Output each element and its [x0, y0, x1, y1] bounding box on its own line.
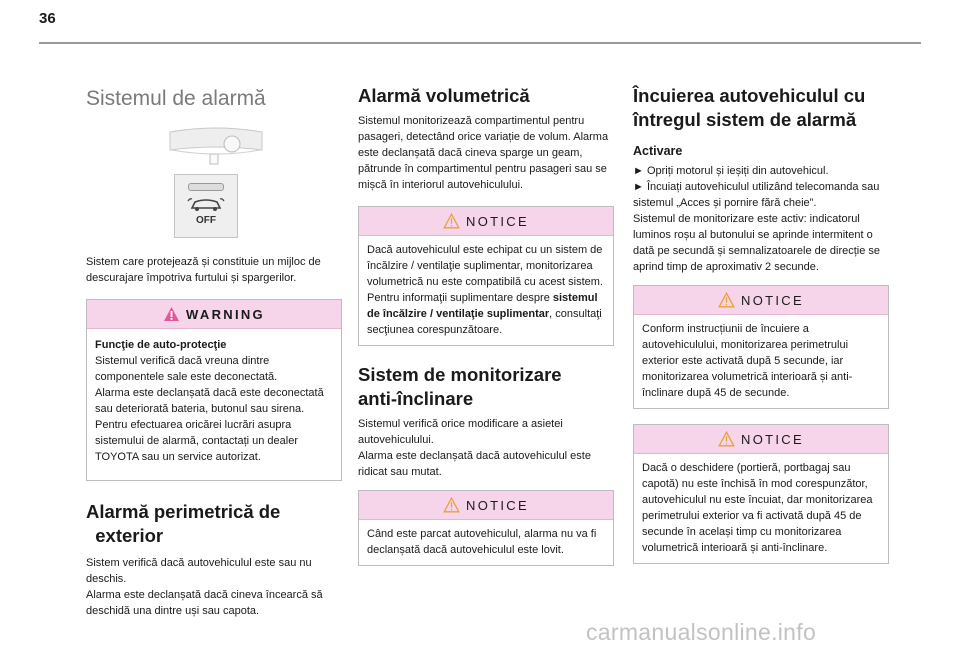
alarm-off-button-illustration — [174, 174, 238, 238]
notice-label: NOTICE — [741, 431, 804, 447]
notice-header — [634, 286, 888, 315]
off-label: OFF — [196, 215, 216, 226]
tilt-title: Sistem de monitorizare anti-înclinare — [358, 364, 562, 409]
warning-heading: Funcţie de auto-protecţie — [95, 339, 227, 351]
notice-triangle-icon — [718, 292, 735, 308]
locking-title: Încuierea autovehiculul cu întregul sistem de alarmă — [633, 85, 866, 130]
warning-label: WARNING — [186, 306, 265, 322]
warning-box — [86, 299, 342, 481]
tilt-p1: Sistemul verifică orice modificare a asietei autovehiculului. — [358, 418, 563, 446]
warning-line: Sistemul verifică dacă vreuna dintre componentele sale este deconectată. — [95, 355, 278, 383]
volumetric-text: Sistemul monitorizează compartimentul pentru pasageri, detectând orice variație de volum. Alarma este declanșată dacă cineva sparge un geam, pătrunde în compartimentul pentru pasageri sau se mișcă în interiorul autovehiculului. — [358, 115, 609, 191]
page-number: 36 — [39, 10, 56, 27]
notice-triangle-icon — [443, 497, 460, 513]
notice-triangle-icon — [443, 213, 460, 229]
column-volumetric — [358, 84, 614, 566]
notice-text: Pentru informaţii suplimentare despre sistemul de încălzire / ventilaţie suplimentar, consultaţi secţiunea corespunzătoare. — [367, 292, 602, 336]
notice-box — [358, 490, 614, 566]
notice-header — [359, 207, 613, 236]
perimeter-title: Alarmă perimetrică de exterior — [86, 501, 281, 546]
notice-label: NOTICE — [466, 213, 529, 229]
activation-step: ► Opriți motorul și ieșiți din autovehicul. — [633, 165, 829, 177]
notice-box — [358, 206, 614, 346]
top-divider — [39, 42, 921, 44]
column-alarm-system — [86, 78, 342, 619]
activation-heading: Activare — [633, 144, 683, 158]
column-locking — [633, 84, 889, 564]
notice-text: Dacă o deschidere (portieră, portbagaj sau capotă) nu este închisă în mod corespunzător, autovehiculul nu este încuiat, dar monitorizarea perimetrului exterior va fi activată după 45 de secunde în același timp cu monitorizarea volumetrică interioară și anti-înclinare. — [642, 462, 873, 554]
notice-label: NOTICE — [741, 292, 804, 308]
car-alarm-icon — [186, 195, 226, 213]
warning-line: Pentru efectuarea oricărei lucrări asupra sistemului de alarmă, contactați un dealer TOYOTA sau un service autorizat. — [95, 419, 298, 463]
tilt-p2: Alarma este declanșată dacă autovehiculul este ridicat sau mutat. — [358, 450, 591, 478]
notice-header — [634, 425, 888, 454]
notice-label: NOTICE — [466, 497, 529, 513]
section-title: Sistemul de alarmă — [86, 87, 266, 110]
notice-triangle-icon — [718, 431, 735, 447]
volumetric-title: Alarmă volumetrică — [358, 85, 530, 106]
intro-paragraph: Sistem care protejează și constituie un mijloc de descurajare împotriva furtului și spargerilor. — [86, 256, 321, 284]
warning-header — [87, 300, 341, 329]
notice-text: Când este parcat autovehiculul, alarma nu va fi declanșată dacă autovehiculul este lovit. — [367, 528, 597, 556]
warning-triangle-icon — [163, 306, 180, 322]
activation-step: ► Încuiați autovehiculul utilizând telecomanda sau sistemul „Acces și pornire fără cheie”. — [633, 181, 880, 209]
notice-box — [633, 424, 889, 564]
activation-text: Sistemul de monitorizare este activ: indicatorul luminos roșu al butonului se aprinde intermitent o dată pe secundă și semnalizatoarele de direcție se aprind timp de aproximativ 2 secunde. — [633, 213, 881, 273]
notice-text: Dacă autovehiculul este echipat cu un sistem de încălzire / ventilaţie suplimentar, monitorizarea volumetrică nu este compatibilă cu acest sistem. — [367, 244, 603, 288]
ceiling-illustration — [166, 124, 266, 170]
notice-text: Conform instrucțiunii de încuiere a autovehiculului, monitorizarea perimetrului exterior este activată după 5 secunde, iar monitorizarea volumetrică interioară și anti-înclinare după 45 de secunde. — [642, 323, 853, 399]
notice-header — [359, 491, 613, 520]
watermark: carmanualsonline.info — [586, 619, 817, 645]
notice-box — [633, 285, 889, 409]
warning-line: Alarma este declanșată dacă este deconectată sau deteriorată bateria, butonul sau sirena. — [95, 387, 324, 415]
perimeter-p1: Sistem verifică dacă autovehiculul este sau nu deschis. — [86, 557, 312, 585]
perimeter-p2: Alarma este declanșată dacă cineva încearcă să deschidă una dintre uși sau capota. — [86, 589, 323, 617]
